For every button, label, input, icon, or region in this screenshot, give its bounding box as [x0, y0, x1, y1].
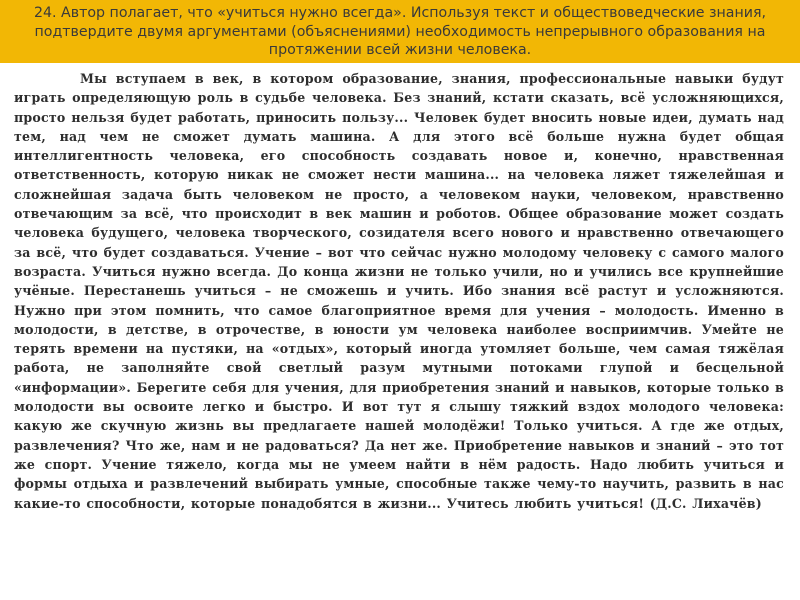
task-header-banner — [0, 0, 800, 63]
passage-text: Мы вступаем в век, в котором образование, знания, профессиональные навыки будут играть определяющую роль в судьбе человека. Без знаний, кстати сказать, всё усложняющихся, просто нельзя будет работать, приносить пользу... Человек будет вносить новые идеи, думать над тем, над чем не сможет думать машина. А для этого всё больше нужна будет общая интеллигентность человека, его способность создавать новое и, конечно, нравственная ответственность, которую никак не сможет нести машина... на человека ляжет тяжелейшая и сложнейшая задача быть человеком не просто, а человеком науки, человеком, нравственно отвечающим за всё, что происходит в век машин и роботов. Общее образование может создать человека будущего, человека творческого, созидателя всего нового и нравственно отвечающего за всё, что будет создаваться. Учение – вот что сейчас нужно молодому человеку с самого малого возраста. Учиться нужно всегда. До конца жизни не только учили, но и учились все крупнейшие учёные. Перестанешь учиться – не сможешь и учить. Ибо знания всё растут и усложняются. Нужно при этом помнить, что самое благоприятное время для учения – молодость. Именно в молодости, в детстве, в отрочестве, в юности ум человека наиболее восприимчив. Умейте не терять времени на пустяки, на «отдых», который иногда утомляет больше, чем самая тяжёлая работа, не заполняйте свой светлый разум мутными потоками глупой и бесцельной «информации». Берегите себя для учения, для приобретения знаний и навыков, которые только в молодости вы освоите легко и быстро. И вот тут я слышу тяжкий вздох молодого человека: какую же скучную жизнь вы предлагаете нашей молодёжи! Только учиться. А где же отдых, развлечения? Что же, нам и не радоваться? Да нет же. Приобретение навыков и знаний – это тот же спорт. Учение тяжело, когда мы не умеем найти в нём радость. Надо любить учиться и формы отдыха и развлечений выбирать умные, способные также чему-то научить, развить в нас какие-то способности, которые понадобятся в жизни... Учитесь любить учиться! (Д.С. Лихачёв) — [14, 71, 784, 511]
task-header-text: 24. Автор полагает, что «учиться нужно всегда». Используя текст и обществоведческие знания, подтвердите двумя аргументами (объяснениями) необходимость непрерывного образования на протяжении всей жизни человека. — [33, 5, 767, 58]
